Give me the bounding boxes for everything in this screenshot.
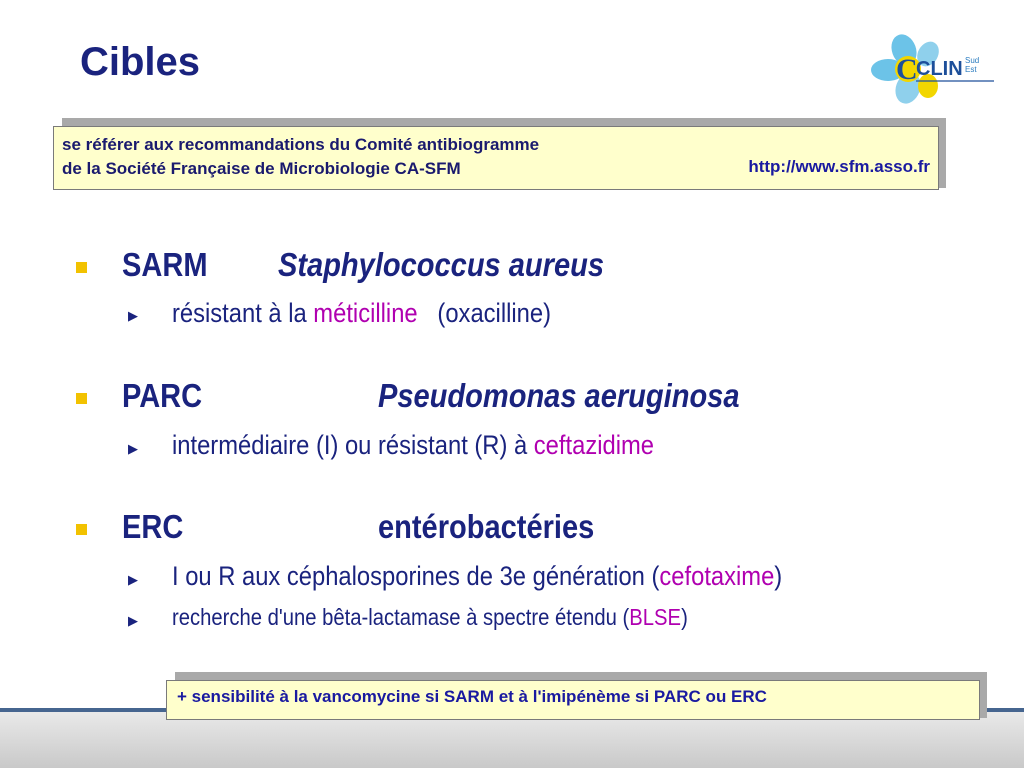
item-code-parc: PARC bbox=[122, 377, 203, 414]
square-bullet-icon bbox=[76, 393, 87, 404]
square-bullet-icon bbox=[76, 524, 87, 535]
item-sub-erc: I ou R aux céphalosporines de 3e génération (cefotaxime) bbox=[172, 561, 783, 591]
item-sub-sarm: résistant à la méticilline (oxacilline) bbox=[172, 298, 551, 328]
logo-sup2: Est bbox=[965, 65, 977, 74]
item-organism-erc: entérobactéries bbox=[378, 508, 595, 545]
triangle-arrow-icon: ▶ bbox=[128, 441, 138, 456]
footer-band bbox=[0, 712, 1024, 768]
item-organism-parc: Pseudomonas aeruginosa bbox=[378, 377, 740, 414]
logo-letter: C bbox=[896, 53, 918, 86]
item-sub-parc: intermédiaire (I) ou résistant (R) à ceftazidime bbox=[172, 430, 654, 460]
note-line-2: de la Société Française de Microbiologie CA-SFM bbox=[62, 159, 461, 178]
page-title: Cibles bbox=[80, 40, 201, 84]
item-organism-sarm: Staphylococcus aureus bbox=[278, 246, 605, 283]
logo-text: CLIN bbox=[916, 58, 963, 80]
logo-sup1: Sud bbox=[965, 56, 980, 65]
triangle-arrow-icon: ▶ bbox=[128, 572, 138, 587]
triangle-arrow-icon: ▶ bbox=[128, 308, 138, 323]
item-sub2-erc: recherche d'une bêta-lactamase à spectre étendu (BLSE) bbox=[172, 604, 688, 630]
cclin-logo bbox=[868, 32, 998, 104]
item-code-erc: ERC bbox=[122, 508, 184, 545]
drug-name: BLSE bbox=[629, 604, 682, 630]
bottom-box-text: + sensibilité à la vancomycine si SARM et à l'imipénème si PARC ou ERC bbox=[177, 687, 767, 706]
drug-name: ceftazidime bbox=[533, 430, 654, 460]
bottom-box bbox=[166, 680, 980, 720]
drug-name: cefotaxime bbox=[659, 561, 775, 591]
note-box bbox=[53, 126, 939, 190]
square-bullet-icon bbox=[76, 262, 87, 273]
sfm-link[interactable]: http://www.sfm.asso.fr bbox=[748, 157, 930, 176]
item-code-sarm: SARM bbox=[122, 246, 208, 283]
triangle-arrow-icon: ▶ bbox=[128, 613, 138, 628]
drug-name: méticilline bbox=[313, 298, 418, 328]
note-text bbox=[62, 133, 539, 181]
note-line-1: se référer aux recommandations du Comité antibiogramme bbox=[62, 135, 540, 154]
